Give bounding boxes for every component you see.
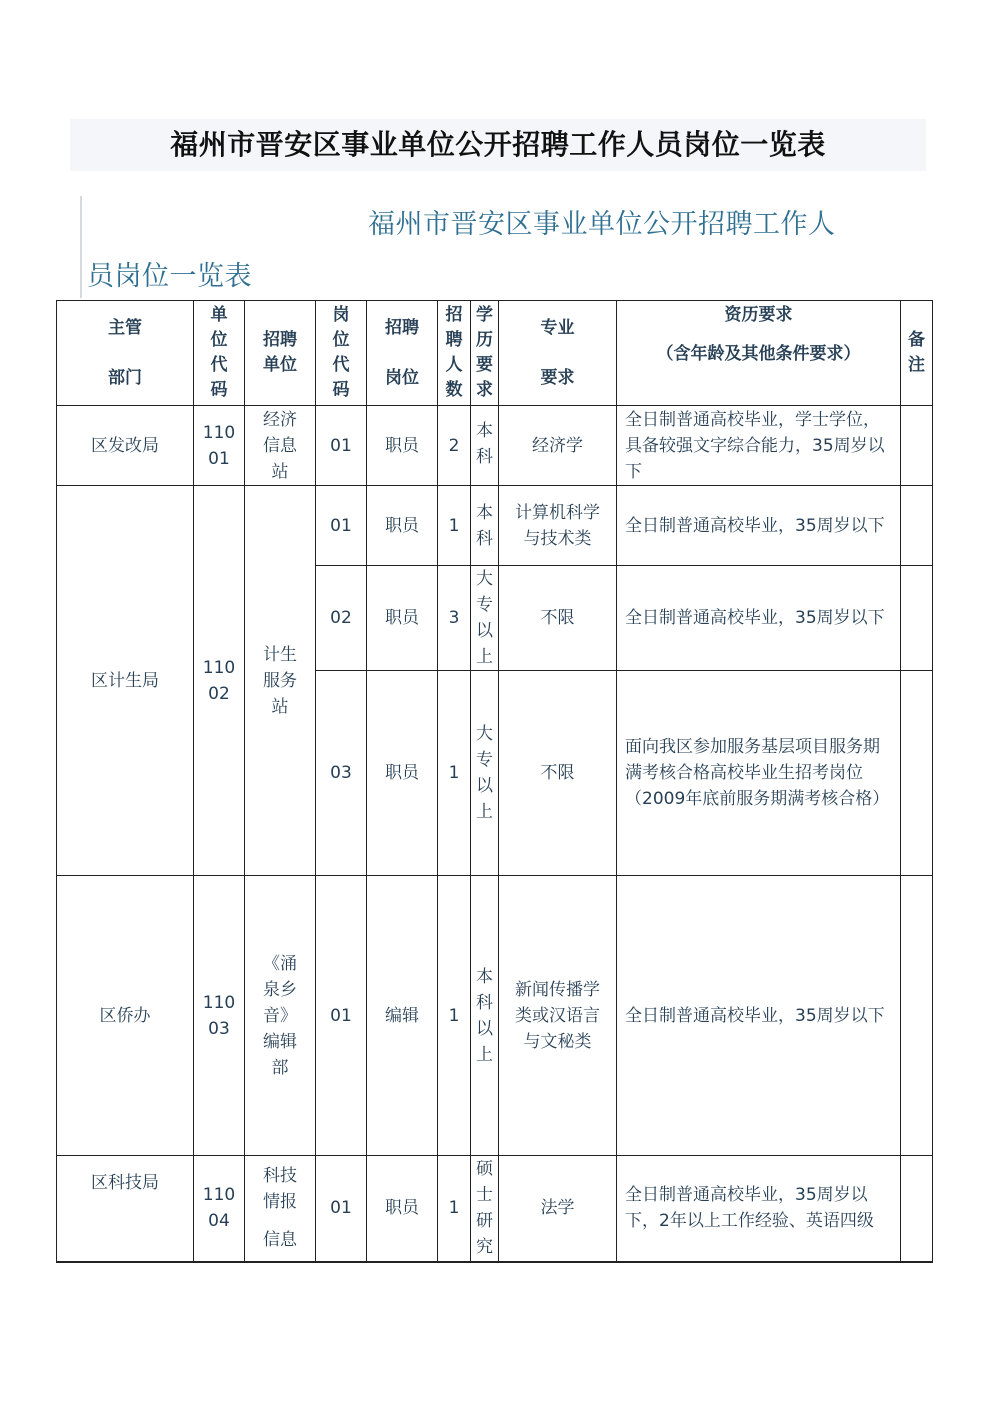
post-code-cell: 01	[316, 486, 367, 566]
major-cell: 经济学	[499, 406, 617, 486]
qual-cell: 全日制普通高校毕业，35周岁以下，2年以上工作经验、英语四级	[617, 1156, 901, 1262]
header-major-line-1: 专业	[540, 317, 575, 338]
edu-cell: 大专以上	[471, 566, 499, 671]
qual-cell: 全日制普通高校毕业，学士学位，具备较强文字综合能力，35周岁以下	[617, 406, 901, 486]
unit-cell: 经济信息站	[245, 406, 316, 486]
table-row	[57, 876, 933, 1156]
header-qual-line-1: 资历要求	[724, 305, 793, 325]
edu-cell: 本科以上	[471, 876, 499, 1156]
header-post-code: 岗位代码	[316, 301, 367, 406]
header-post-line-2: 岗位	[385, 367, 419, 388]
note-cell	[901, 671, 933, 876]
table-row	[57, 406, 933, 486]
unit-cell	[245, 1156, 316, 1262]
unit-code-cell: 110 02	[194, 486, 245, 876]
dept-cell: 区计生局	[57, 486, 194, 876]
major-cell: 计算机科学与技术类	[499, 486, 617, 566]
post-code-cell: 01	[316, 1156, 367, 1262]
header-post-line-1: 招聘	[385, 317, 419, 338]
note-cell	[901, 406, 933, 486]
post-code-cell: 01	[316, 406, 367, 486]
dept-cell: 区侨办	[57, 876, 194, 1156]
unit-cell: 计生服务站	[245, 486, 316, 876]
qual-cell: 全日制普通高校毕业，35周岁以下	[617, 566, 901, 671]
unit-code-cell: 110 01	[194, 406, 245, 486]
subtitle-line-1: 福州市晋安区事业单位公开招聘工作人	[368, 209, 836, 240]
qual-cell: 全日制普通高校毕业，35周岁以下	[617, 876, 901, 1156]
major-cell: 法学	[499, 1156, 617, 1262]
header-dept-line-2: 部门	[108, 367, 142, 388]
edu-cell: 大专以上	[471, 671, 499, 876]
page-title: 福州市晋安区事业单位公开招聘工作人员岗位一览表	[170, 128, 826, 161]
edu-cell: 本科	[471, 406, 499, 486]
header-edu: 学历要求	[471, 301, 499, 406]
count-cell: 1	[438, 486, 471, 566]
dept-cell: 区发改局	[57, 406, 194, 486]
count-cell: 2	[438, 406, 471, 486]
header-post	[367, 301, 438, 406]
header-unit-code: 单位代码	[194, 301, 245, 406]
header-row	[57, 301, 933, 406]
header-major	[499, 301, 617, 406]
edu-cell: 硕士研究	[471, 1156, 499, 1262]
table-row	[57, 486, 933, 566]
major-cell: 新闻传播学类或汉语言与文秘类	[499, 876, 617, 1156]
subtitle-block	[80, 196, 932, 298]
post-cell: 职员	[367, 406, 438, 486]
major-cell: 不限	[499, 671, 617, 876]
post-code-cell: 03	[316, 671, 367, 876]
note-cell	[901, 566, 933, 671]
header-qual	[617, 301, 901, 406]
count-cell: 3	[438, 566, 471, 671]
header-dept-line-1: 主管	[108, 317, 142, 338]
header-count: 招聘人数	[438, 301, 471, 406]
count-cell: 1	[438, 876, 471, 1156]
header-major-line-2: 要求	[540, 367, 575, 388]
unit-cell-line-2: 信息	[263, 1230, 297, 1251]
unit-code-cell: 110 03	[194, 876, 245, 1156]
header-note: 备注	[901, 301, 933, 406]
note-cell	[901, 486, 933, 566]
post-cell: 职员	[367, 566, 438, 671]
post-code-cell: 02	[316, 566, 367, 671]
title-bar	[70, 119, 926, 171]
qual-cell: 面向我区参加服务基层项目服务期满考核合格高校毕业生招考岗位（2009年底前服务期满考核合格）	[617, 671, 901, 876]
post-code-cell: 01	[316, 876, 367, 1156]
post-cell: 职员	[367, 671, 438, 876]
note-cell	[901, 1156, 933, 1262]
unit-cell: 《涌泉乡音》编辑部	[245, 876, 316, 1156]
post-cell: 职员	[367, 1156, 438, 1262]
post-cell: 编辑	[367, 876, 438, 1156]
unit-code-cell: 110 04	[194, 1156, 245, 1262]
dept-cell: 区科技局	[57, 1156, 194, 1262]
unit-cell-line-1: 科技情报	[263, 1166, 297, 1213]
major-cell: 不限	[499, 566, 617, 671]
count-cell: 1	[438, 1156, 471, 1262]
note-cell	[901, 876, 933, 1156]
count-cell: 1	[438, 671, 471, 876]
header-qual-line-2: （含年龄及其他条件要求）	[656, 344, 861, 364]
header-unit: 招聘单位	[245, 301, 316, 406]
post-cell: 职员	[367, 486, 438, 566]
table-row	[57, 1156, 933, 1262]
edu-cell: 本科	[471, 486, 499, 566]
subtitle-line-2: 员岗位一览表	[87, 261, 252, 292]
positions-table	[56, 300, 933, 1263]
qual-cell: 全日制普通高校毕业，35周岁以下	[617, 486, 901, 566]
header-dept	[57, 301, 194, 406]
